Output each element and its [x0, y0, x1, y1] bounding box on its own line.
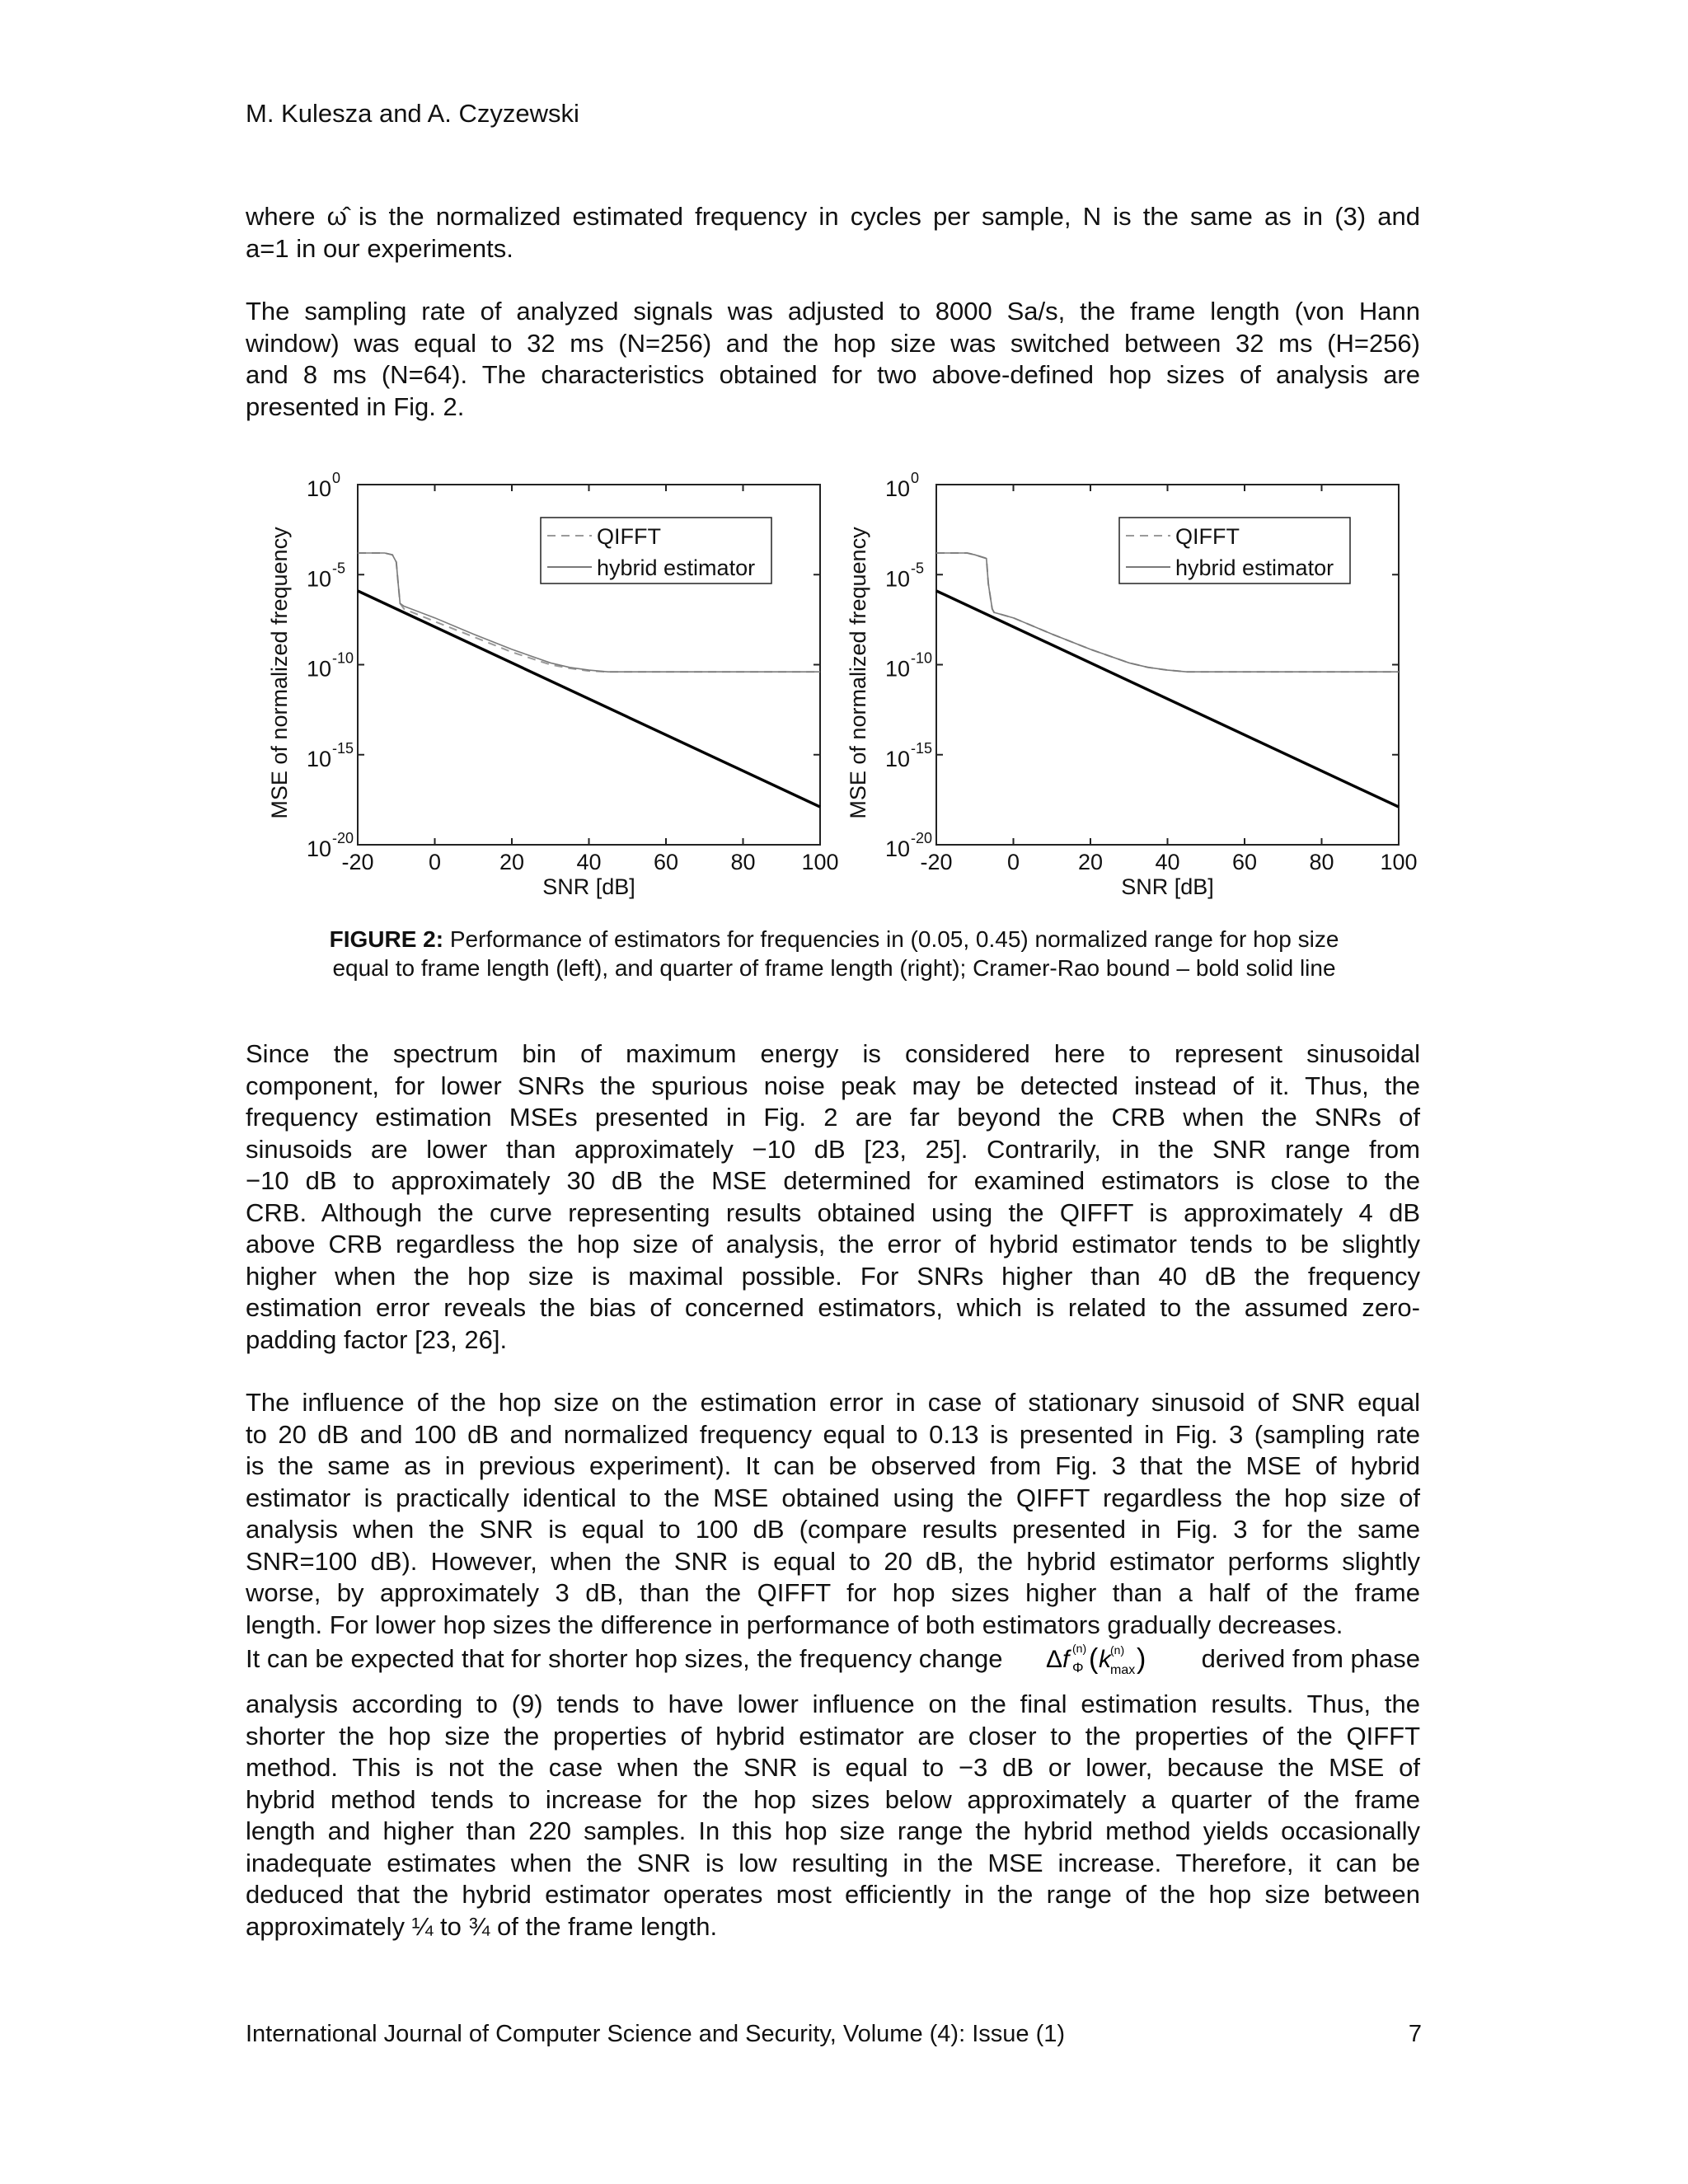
y-tick-label: 10	[885, 746, 911, 771]
caption-text-1: Performance of estimators for frequencies in (0.05, 0.45) normalized range for hop size	[443, 926, 1339, 952]
text-line: a=1 in our experiments.	[246, 233, 513, 263]
y-tick-label: 10	[307, 656, 332, 682]
y-tick-label: 10	[307, 837, 332, 861]
y-tick-exponent: -10	[911, 649, 933, 667]
running-header: M. Kulesza and A. Czyzewski	[246, 99, 579, 128]
text-line: component, for lower SNRs the spurious noise peak may be detected instead of it. Thus, the	[246, 1071, 1420, 1100]
text-line: The influence of the hop size on the estimation error in case of stationary sinusoid of SNR equal	[246, 1388, 1420, 1417]
text-line: inadequate estimates when the SNR is low resulting in the MSE increase. Therefore, it can be	[246, 1848, 1420, 1877]
y-tick-exponent: -15	[332, 739, 354, 757]
text-line: is the same as in previous experiment). It can be observed from Fig. 3 that the MSE of hybrid	[246, 1451, 1420, 1480]
text-line: CRB. Although the curve representing results obtained using the QIFFT is approximately 4 dB	[246, 1197, 1420, 1227]
y-tick-label: 10	[307, 746, 332, 771]
chart-left	[267, 470, 839, 899]
y-tick-exponent: 0	[332, 470, 341, 486]
text-line: hybrid method tends to increase for the hop sizes below approximately a quarter of the frame	[246, 1784, 1420, 1814]
y-tick-exponent: -20	[332, 830, 354, 846]
page-number: 7	[1408, 2021, 1422, 2047]
text-line: estimation error reveals the bias of concerned estimators, which is related to the assumed zero-	[246, 1293, 1420, 1322]
text-line: length and higher than 220 samples. In this hop size range the hybrid method yields occasionally	[246, 1816, 1420, 1845]
legend-label: QIFFT	[1175, 524, 1240, 549]
text-line: sinusoids are lower than approximately −10 dB [23, 25]. Contrarily, in the SNR range from	[246, 1134, 1420, 1164]
caption-label: FIGURE 2:	[329, 926, 444, 952]
delta-f-formula	[1044, 1641, 1160, 1677]
legend-label: hybrid estimator	[1175, 555, 1334, 580]
y-tick-exponent: -10	[332, 649, 354, 667]
svg-text:(: (	[1089, 1643, 1099, 1675]
y-tick-exponent: 0	[911, 470, 920, 486]
svg-text:Φ: Φ	[1072, 1660, 1084, 1675]
x-tick-label: 0	[1006, 850, 1020, 874]
text-line: analysis according to (9) tends to have lower influence on the final estimation results. Thus, the	[246, 1690, 1420, 1718]
formula-line	[246, 1641, 1420, 1680]
text-line: Since the spectrum bin of maximum energy is considered here to represent sinusoidal	[246, 1039, 1420, 1068]
text-line: method. This is not the case when the SNR is equal to −3 dB or lower, because the MSE of	[246, 1753, 1420, 1782]
text-line: analysis when the SNR is equal to 100 dB (compare results presented in Fig. 3 for the same	[246, 1515, 1420, 1544]
text-line: above CRB regardless the hop size of analysis, the error of hybrid estimator tends to be slightly	[246, 1230, 1420, 1258]
x-tick-label: 0	[428, 850, 442, 874]
svg-text:(n): (n)	[1110, 1643, 1125, 1657]
text-line: where ω̂ is the normalized estimated frequency in cycles per sample, N is the same as in (3) and	[246, 202, 1420, 231]
text-line: shorter the hop size the properties of hybrid estimator are closer to the properties of the QIFFT	[246, 1721, 1420, 1750]
svg-text:(n): (n)	[1072, 1642, 1087, 1655]
y-tick-label: 10	[307, 476, 332, 501]
text-line: SNR=100 dB). However, when the SNR is equal to 20 dB, the hybrid estimator performs slightly	[246, 1546, 1420, 1576]
x-tick-label: -20	[341, 850, 374, 874]
text-line: estimator is practically identical to the MSE obtained using the QIFFT regardless the hop size of	[246, 1483, 1420, 1512]
formula-line-before: It can be expected that for shorter hop sizes, the frequency change	[246, 1643, 1003, 1673]
y-tick-exponent: -5	[911, 560, 925, 577]
text-line: higher when the hop size is maximal possible. For SNRs higher than 40 dB the frequency	[246, 1261, 1420, 1291]
text-line: to 20 dB and 100 dB and normalized frequency equal to 0.13 is presented in Fig. 3 (sampling rate	[246, 1419, 1420, 1449]
y-axis-label: MSE of normalized frequency	[267, 527, 292, 819]
svg-text:): )	[1137, 1643, 1146, 1675]
svg-text:k: k	[1099, 1646, 1112, 1673]
y-tick-exponent: -15	[911, 739, 933, 757]
x-tick-label: 60	[653, 850, 679, 874]
x-axis-label: SNR [dB]	[1121, 874, 1214, 899]
formula-line-after: derived from phase	[1201, 1643, 1420, 1673]
x-tick-label: 40	[576, 850, 602, 874]
svg-text:Δ: Δ	[1046, 1646, 1063, 1673]
svg-text:max: max	[1110, 1663, 1136, 1677]
paragraph-3	[246, 1038, 1420, 1356]
y-tick-label: 10	[885, 566, 911, 592]
x-tick-label: 40	[1155, 850, 1180, 874]
y-tick-exponent: -20	[911, 830, 933, 846]
text-line: presented in Fig. 2.	[246, 391, 465, 421]
x-tick-label: 20	[1077, 850, 1104, 874]
figure-2	[0, 0, 1688, 923]
text-line: padding factor [23, 26].	[246, 1324, 508, 1354]
text-line: approximately ¼ to ¾ of the frame length.	[246, 1911, 718, 1941]
figure-caption	[247, 925, 1421, 982]
text-line: −10 dB to approximately 30 dB the MSE determined for examined estimators is close to the	[246, 1166, 1420, 1195]
text-line: The sampling rate of analyzed signals was adjusted to 8000 Sa/s, the frame length (von Hann	[246, 297, 1420, 326]
x-axis-label: SNR [dB]	[542, 874, 635, 899]
x-tick-label: -20	[920, 850, 953, 874]
paragraph-5	[246, 1689, 1420, 1943]
y-tick-label: 10	[885, 656, 911, 682]
x-tick-label: 20	[499, 850, 525, 874]
legend-label: QIFFT	[597, 524, 661, 549]
x-tick-label: 80	[1309, 850, 1334, 874]
y-tick-label: 10	[885, 476, 911, 501]
text-line: length. For lower hop sizes the difference in performance of both estimators gradually decreases.	[246, 1610, 1343, 1639]
y-tick-exponent: -5	[332, 560, 346, 577]
text-line: window) was equal to 32 ms (N=256) and the hop size was switched between 32 ms (H=256)	[246, 328, 1420, 358]
x-tick-label: 100	[1380, 850, 1418, 874]
svg-text:f: f	[1062, 1646, 1070, 1673]
y-tick-label: 10	[885, 837, 911, 861]
text-line: deduced that the hybrid estimator operates most efficiently in the range of the hop size between	[246, 1880, 1420, 1909]
chart-right	[846, 470, 1418, 899]
text-line: worse, by approximately 3 dB, than the QIFFT for hop sizes higher than a half of the frame	[246, 1578, 1420, 1607]
paragraph-4	[246, 1387, 1420, 1641]
text-line: and 8 ms (N=64). The characteristics obtained for two above-defined hop sizes of analysis are	[246, 360, 1420, 389]
y-tick-label: 10	[307, 566, 332, 592]
legend-label: hybrid estimator	[597, 555, 756, 580]
series-line-cramer-rao-bound	[358, 591, 820, 807]
x-tick-label: 80	[730, 850, 756, 874]
footer-journal: International Journal of Computer Science and Security, Volume (4): Issue (1)	[246, 2021, 1066, 2047]
text-line: frequency estimation MSEs presented in Fig. 2 are far beyond the CRB when the SNRs of	[246, 1103, 1420, 1132]
x-tick-label: 100	[801, 850, 839, 874]
series-line-cramer-rao-bound	[936, 591, 1399, 807]
x-tick-label: 60	[1231, 850, 1258, 874]
y-axis-label: MSE of normalized frequency	[846, 527, 870, 819]
caption-text-2: equal to frame length (left), and quarter of frame length (right); Cramer-Rao bound – bold solid line	[332, 955, 1336, 981]
